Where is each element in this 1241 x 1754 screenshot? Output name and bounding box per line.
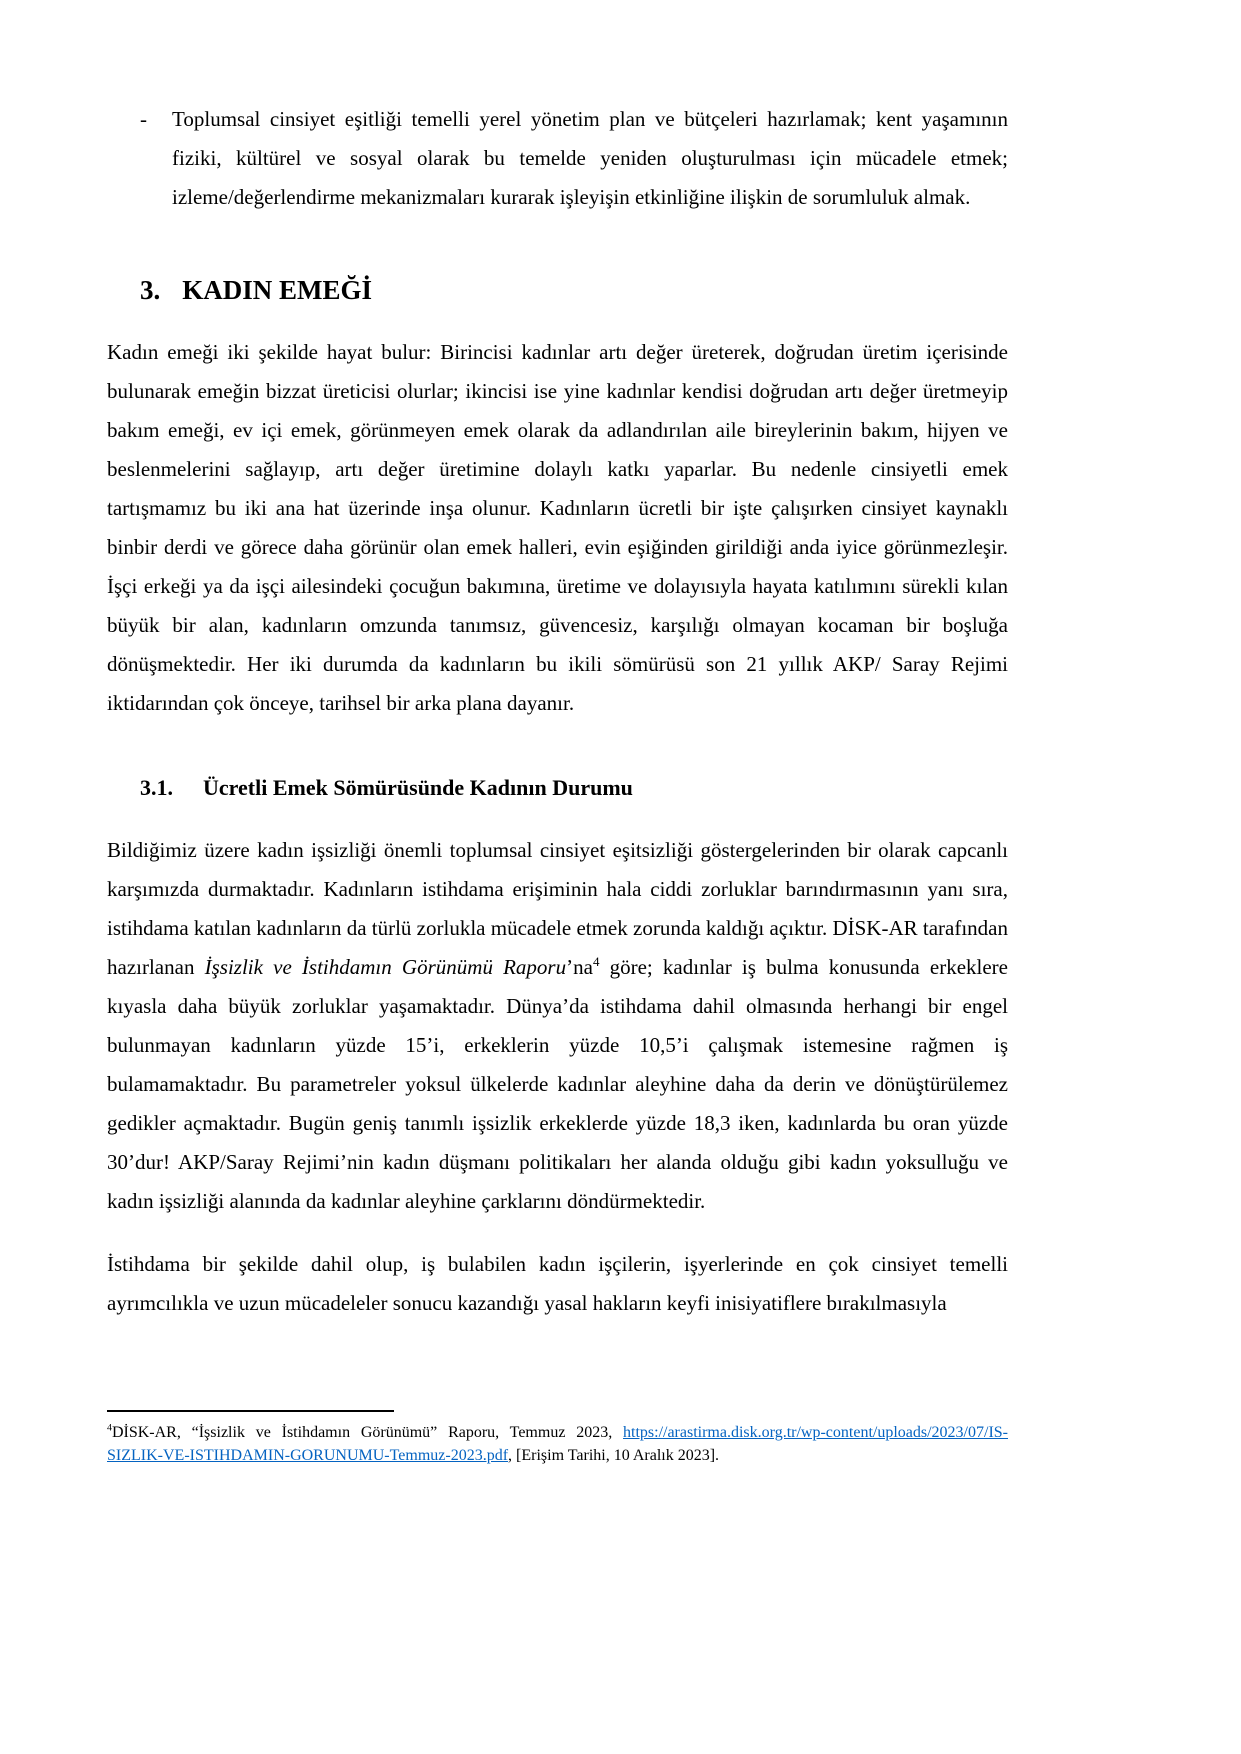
paragraph-2 [107, 831, 1008, 1221]
bullet-marker: - [140, 107, 147, 131]
paragraph-2-text-start: Bildiğimiz üzere kadın işsizliği önemli toplumsal cinsiyet eşitsizliği göstergelerinden bir olarak capcanlı karşımızda durmaktadır. Kadınların istihdama erişiminin hala ciddi zorluklar barındırmasının yanı sıra, istihdama katılan kadınların da türlü zorlukla mücadele etmek zorunda kaldığı açıktır. DİSK-AR tarafından hazırlanan [107, 838, 1008, 979]
footnote-reference-mark: 4 [592, 954, 600, 969]
bullet-text: Toplumsal cinsiyet eşitliği temelli yerel yönetim plan ve bütçeleri hazırlamak; kent yaşamının fiziki, kültürel ve sosyal olarak bu temelde yeniden oluşturulması için mücadele etmek; izleme/değerlendirme mekanizmaları kurarak işleyişin etkinliğine ilişkin de sorumluluk almak. [172, 107, 1008, 209]
subsection-heading [107, 769, 1008, 807]
footnote [107, 1421, 1008, 1467]
footnote-link[interactable]: https://arastirma.disk.org.tr/wp-content/uploads/2023/07/IS-SIZLIK-VE-ISTIHDAMIN-GORUNUMU-Temmuz-2023.pdf [107, 1424, 1008, 1464]
paragraph-3: İstihdama bir şekilde dahil olup, iş bulabilen kadın işçilerin, işyerlerinde en çok cinsiyet temelli ayrımcılıkla ve uzun mücadeleler sonucu kazandığı yasal hakların keyfi inisiyatiflere bırakılmasıyla [107, 1252, 1008, 1315]
footnote-text-after-link: , [Erişim Tarihi, 10 Aralık 2023]. [508, 1447, 720, 1464]
bullet-list-item [107, 100, 1008, 217]
paragraph-2-text-mid: ’na [566, 955, 593, 979]
subsection-number: 3.1. [140, 775, 173, 800]
footnote-number: 4 [107, 1422, 112, 1434]
footnote-separator-line [107, 1410, 394, 1412]
paragraph-1: Kadın emeği iki şekilde hayat bulur: Birincisi kadınlar artı değer üreterek, doğrudan üretim içerisinde bulunarak emeğin bizzat üreticisi olurlar; ikincisi ise yine kadınlar kendisi doğrudan artı değer üretmeyip bakım emeği, ev içi emek, görünmeyen emek olarak da adlandırılan aile bireylerinin bakım, hijyen ve beslenmelerini sağlayıp, artı değer üretimine dolaylı katkı yaparlar. Bu nedenle cinsiyetli emek tartışmamız bu iki ana hat üzerinde inşa olunur. Kadınların ücretli bir işte çalışırken cinsiyet kaynaklı binbir derdi ve görece daha görünür olan emek halleri, evin eşiğinden girildiği anda iyice görünmezleşir. İşçi erkeği ya da işçi ailesindeki çocuğun bakımına, üretime ve dolayısıyla hayata katılımını sürekli kılan büyük bir alan, kadınların omzunda tanımsız, güvencesiz, karşılığı olmayan kocaman bir boşluğa dönüşmektedir. Her iki durumda da kadınların bu ikili sömürüsü son 21 yıllık AKP/ Saray Rejimi iktidarından çok önceye, tarihsel bir arka plana dayanır. [107, 340, 1008, 715]
page-content [107, 100, 1008, 1323]
subsection-title: Ücretli Emek Sömürüsünde Kadının Durumu [203, 775, 633, 800]
footnote-text-before-link: DİSK-AR, “İşsizlik ve İstihdamın Görünümü” Raporu, Temmuz 2023, [111, 1424, 623, 1441]
section-number: 3. [140, 275, 161, 305]
paragraph-2-text-end: göre; kadınlar iş bulma konusunda erkeklere kıyasla daha büyük zorluklar yaşamaktadır. Dünya’da istihdama dahil olmasında herhangi bir engel bulunmayan kadınların yüzde 15’i, erkeklerin yüzde 10,5’i çalışmak istemesine rağmen iş bulamamaktadır. Bu parametreler yoksul ülkelerde kadınlar aleyhine daha da derin ve dönüştürülemez gedikler açmaktadır. Bugün geniş tanımlı işsizlik erkeklerde yüzde 18,3 iken, kadınlarda bu oran yüzde 30’dur! AKP/Saray Rejimi’nin kadın düşmanı politikaları her alanda olduğu gibi kadın yoksulluğu ve kadın işsizliği alanında da kadınlar aleyhine çarklarını döndürmektedir. [107, 955, 1008, 1213]
section-title: KADIN EMEĞİ [182, 275, 373, 305]
report-title-italic: İşsizlik ve İstihdamın Görünümü Raporu [204, 955, 567, 979]
footnote-area [107, 1410, 1008, 1467]
section-heading [107, 271, 1008, 309]
